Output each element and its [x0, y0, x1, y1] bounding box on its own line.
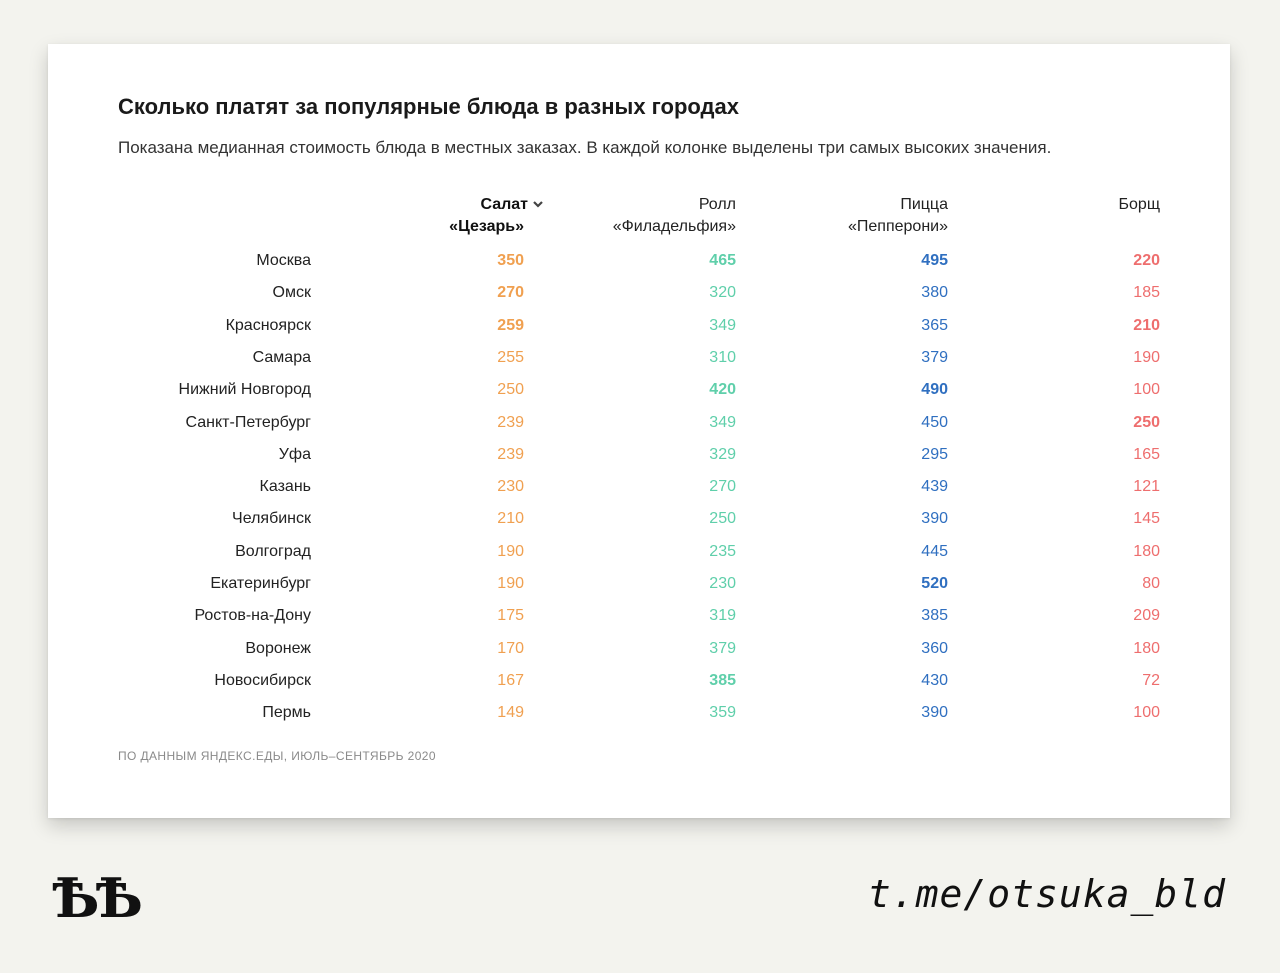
column-header-line2: «Цезарь»: [449, 218, 524, 235]
table-row: [48, 317, 1230, 349]
value-cell: 239: [497, 445, 524, 463]
table-row: [48, 446, 1230, 478]
table-row: [48, 607, 1230, 639]
table-row: [48, 252, 1230, 284]
value-cell: 385: [709, 671, 736, 689]
value-cell: 350: [497, 252, 524, 269]
value-cell: 365: [921, 316, 948, 334]
value-cell: 310: [709, 348, 736, 366]
column-header-line1: [449, 194, 542, 216]
chart-subtitle: Показана медианная стоимость блюда в местных заказах. В каждой колонке выделены три самых высоких значения.: [118, 138, 1052, 157]
value-cell: 319: [709, 607, 736, 625]
city-label: Ростов-на-Дону: [194, 607, 311, 625]
city-label: Москва: [256, 252, 311, 269]
value-cell: 380: [921, 284, 948, 302]
value-cell: 360: [921, 639, 948, 657]
value-cell: 100: [1133, 381, 1160, 399]
source-note: ПО ДАННЫМ ЯНДЕКС.ЕДЫ, ИЮЛЬ–СЕНТЯБРЬ 2020: [118, 749, 436, 763]
value-cell: 209: [1133, 607, 1160, 625]
table-row: [48, 510, 1230, 542]
value-cell: 390: [921, 510, 948, 528]
value-cell: 495: [921, 252, 948, 269]
value-cell: 250: [497, 381, 524, 399]
value-cell: 230: [709, 575, 736, 592]
column-header-label: Салат: [480, 196, 528, 213]
table-row: [48, 381, 1230, 413]
value-cell: 149: [497, 704, 524, 722]
value-cell: 167: [497, 671, 524, 689]
city-label: Волгоград: [235, 542, 311, 560]
value-cell: 329: [709, 445, 736, 463]
value-cell: 210: [1133, 316, 1160, 334]
value-cell: 295: [921, 445, 948, 463]
value-cell: 72: [1142, 671, 1160, 689]
value-cell: 385: [921, 607, 948, 625]
column-header-3[interactable]: [848, 194, 948, 238]
table-row: [48, 349, 1230, 381]
city-label: Омск: [272, 284, 311, 302]
table-row: [48, 543, 1230, 575]
value-cell: 259: [497, 316, 524, 334]
table-row: [48, 414, 1230, 446]
city-label: Воронеж: [245, 639, 311, 657]
value-cell: 270: [709, 478, 736, 496]
column-header-line2: «Филадельфия»: [612, 218, 736, 235]
table-row: [48, 284, 1230, 316]
value-cell: 170: [497, 639, 524, 657]
value-cell: 450: [921, 413, 948, 431]
value-cell: 175: [497, 607, 524, 625]
value-cell: 270: [497, 284, 524, 302]
column-header-label: Пицца: [900, 196, 948, 213]
value-cell: 250: [709, 510, 736, 528]
table-row: [48, 672, 1230, 704]
value-cell: 349: [709, 316, 736, 334]
value-cell: 145: [1133, 510, 1160, 528]
value-cell: 180: [1133, 639, 1160, 657]
value-cell: 190: [497, 542, 524, 560]
value-cell: 235: [709, 542, 736, 560]
column-header-label: Ролл: [698, 196, 736, 213]
chevron-down-icon[interactable]: [528, 194, 542, 216]
value-cell: 230: [497, 478, 524, 496]
value-cell: 465: [709, 252, 736, 269]
table-row: [48, 640, 1230, 672]
value-cell: 121: [1133, 478, 1160, 496]
table-row: [48, 704, 1230, 736]
city-label: Новосибирск: [214, 671, 311, 689]
value-cell: 180: [1133, 542, 1160, 560]
city-label: Самара: [252, 348, 311, 366]
value-cell: 445: [921, 542, 948, 560]
city-label: Екатеринбург: [210, 575, 311, 592]
table-row: [48, 478, 1230, 510]
chart-card: [48, 44, 1230, 818]
value-cell: 349: [709, 413, 736, 431]
column-header-1[interactable]: [449, 194, 528, 238]
value-cell: 490: [921, 381, 948, 399]
telegram-handle: t.me/otsuka_bld: [867, 872, 1226, 916]
column-header-line1: [1119, 194, 1160, 216]
column-header-2[interactable]: [613, 194, 736, 238]
value-cell: 250: [1133, 413, 1160, 431]
column-header-line1: [613, 194, 736, 216]
value-cell: 520: [921, 575, 948, 592]
value-cell: 420: [709, 381, 736, 399]
value-cell: 80: [1142, 575, 1160, 592]
column-header-line2: «Пепперони»: [848, 218, 948, 235]
city-label: Челябинск: [232, 510, 311, 528]
value-cell: 239: [497, 413, 524, 431]
value-cell: 220: [1133, 252, 1160, 269]
value-cell: 390: [921, 704, 948, 722]
city-label: Красноярск: [225, 316, 311, 334]
value-cell: 320: [709, 284, 736, 302]
value-cell: 359: [709, 704, 736, 722]
city-label: Пермь: [262, 704, 311, 722]
city-label: Нижний Новгород: [178, 381, 311, 399]
value-cell: 190: [497, 575, 524, 592]
value-cell: 255: [497, 348, 524, 366]
table-row: [48, 575, 1230, 607]
value-cell: 379: [921, 348, 948, 366]
city-label: Уфа: [278, 445, 311, 463]
value-cell: 100: [1133, 704, 1160, 722]
value-cell: 165: [1133, 445, 1160, 463]
column-header-label: Борщ: [1118, 196, 1160, 213]
column-header-line1: [848, 194, 948, 216]
value-cell: 379: [709, 639, 736, 657]
value-cell: 185: [1133, 284, 1160, 302]
city-label: Санкт-Петербург: [185, 413, 311, 431]
column-header-4[interactable]: [1119, 194, 1160, 216]
value-cell: 210: [497, 510, 524, 528]
city-label: Казань: [259, 478, 311, 496]
chart-title: Сколько платят за популярные блюда в разных городах: [118, 94, 739, 119]
value-cell: 439: [921, 478, 948, 496]
logo: ѢѢ: [52, 866, 140, 930]
value-cell: 190: [1133, 348, 1160, 366]
value-cell: 430: [921, 671, 948, 689]
